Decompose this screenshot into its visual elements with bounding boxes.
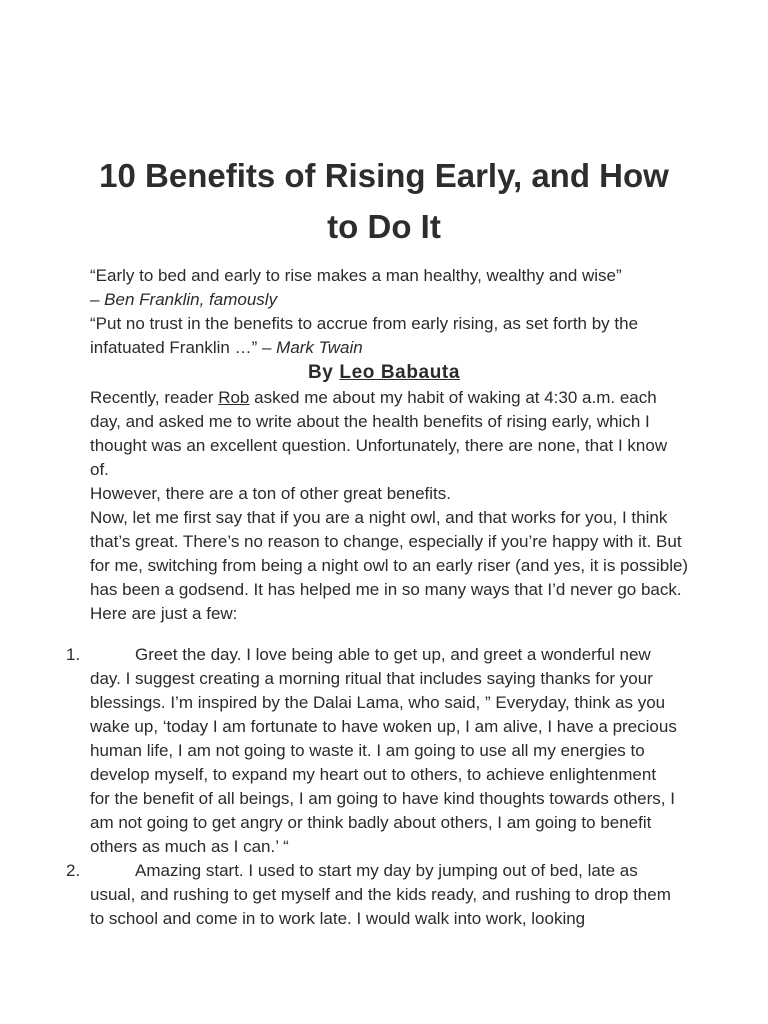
- author-link[interactable]: Leo Babauta: [339, 362, 460, 383]
- paragraph-intro-start: Recently, reader: [90, 388, 214, 407]
- quote-franklin-attribution: – Ben Franklin, famously: [90, 290, 278, 309]
- paragraph-intro: [90, 386, 690, 482]
- paragraph-intro-rest: asked me about my habit of waking at 4:30 a.m. each day, and asked me to write about the health benefits of rising early, which I thought was an excellent question. Unfortunately, there are none, that I know of.: [90, 388, 668, 479]
- reader-link[interactable]: Rob: [218, 388, 250, 407]
- quote-franklin-text: “Early to bed and early to rise makes a man healthy, wealthy and wise”: [90, 266, 622, 285]
- quote-franklin: [90, 264, 690, 288]
- quote-twain-attribution: Mark Twain: [276, 338, 363, 357]
- list-item-number: 2.: [66, 861, 81, 880]
- article-title: 10 Benefits of Rising Early, and How to Do It: [99, 157, 669, 245]
- list-item: [0, 643, 680, 859]
- byline: [90, 360, 690, 386]
- benefits-list: [0, 643, 768, 931]
- quote-twain-text: “Put no trust in the benefits to accrue from early rising, as set forth by the infatuated Franklin …” –: [90, 314, 639, 357]
- article-body: [90, 264, 690, 626]
- paragraph-night-owl: Now, let me first say that if you are a night owl, and that works for you, I think that’s great. There’s no reason to change, especially if you’re happy with it. But for me, switching from being a night owl to an early riser (and yes, it is possible) has been a godsend. It has helped me in so many ways that I’d never go back. Here are just a few:: [90, 508, 689, 623]
- byline-prefix: By: [307, 362, 334, 383]
- list-item-number: 1.: [66, 645, 81, 664]
- list-item-text: Amazing start. I used to start my day by jumping out of bed, late as usual, and rushing to get myself and the kids ready, and rushing to drop them to school and come in to work late. I would walk into work, looking: [90, 861, 671, 928]
- paragraph-benefits: However, there are a ton of other great benefits.: [90, 484, 451, 503]
- list-item: [0, 859, 680, 931]
- quote-twain: [90, 312, 690, 360]
- list-item-text: Greet the day. I love being able to get up, and greet a wonderful new day. I suggest creating a morning ritual that includes saying thanks for your blessings. I’m inspired by the Dalai Lama, who said, ” Everyday, think as you wake up, ‘today I am fortunate to have woken up, I am alive, I have a precious human life, I am not going to waste it. I am going to use all my energies to develop myself, to expand my heart out to others, to achieve enlightenment for the benefit of all beings, I am going to have kind thoughts towards others, I am not going to get angry or think badly about others, I am going to benefit others as much as I can.’ “: [90, 645, 677, 856]
